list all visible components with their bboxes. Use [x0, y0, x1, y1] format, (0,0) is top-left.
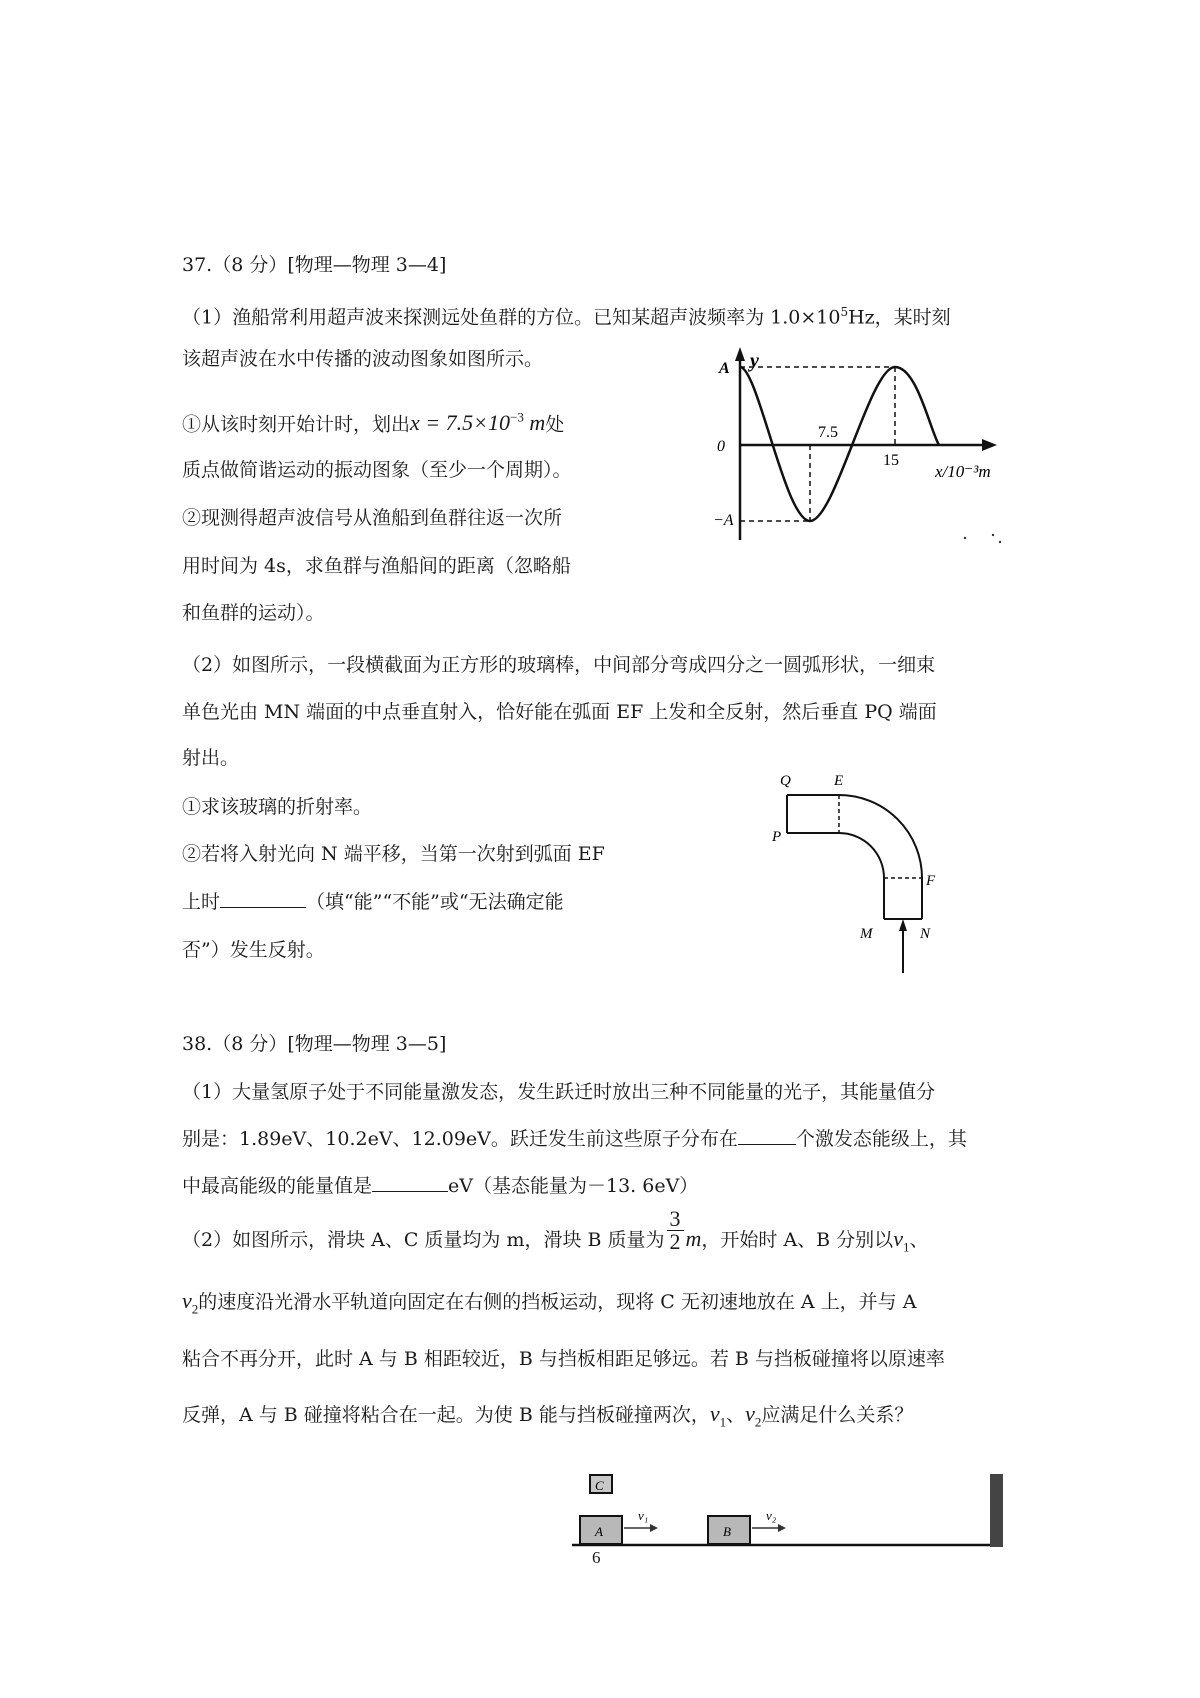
- velocity-v1-inline: [709, 1401, 727, 1430]
- q37-sub1-prefix: ①从该时刻开始计时，划出: [182, 413, 411, 436]
- q38-p2-line1: [182, 1205, 929, 1260]
- q37-sub2-line2: 用时间为 4s，求鱼群与渔船间的距离（忽略船: [182, 555, 571, 577]
- q38-p1-line2: [182, 1126, 967, 1152]
- q37-p2-sub2-line3: 否”）发生反射。: [182, 939, 325, 961]
- q38-p2-line2-text: 的速度沿光滑水平轨道向固定在右侧的挡板运动，现将 C 无初速地放在 A 上，并与 A: [198, 1291, 917, 1313]
- rod-label-N: N: [920, 926, 931, 942]
- arrow-v2-label: v₂: [766, 1508, 777, 1523]
- q37-sub2-line1: ②现测得超声波信号从渔船到鱼群往返一次所: [182, 507, 563, 529]
- q38-p2-line4-sep: 、: [726, 1404, 746, 1426]
- q38-p2-line2: [182, 1288, 916, 1322]
- q37-sub1-line1: [182, 405, 564, 437]
- fraction-denominator: 2: [669, 1228, 681, 1254]
- q38-p2-line1-prefix: （2）如图所示，滑块 A、C 质量均为 m，滑块 B 质量为: [182, 1229, 665, 1251]
- q37-sub1-line2: 质点做简谐运动的振动图象（至少一个周期）。: [182, 459, 572, 481]
- wave-tick-end: 15: [883, 452, 899, 469]
- q37-p1-end: Hz，某时刻: [848, 306, 951, 329]
- velocity-v1-inline-base: v: [709, 1401, 720, 1426]
- wave-graph: [695, 345, 1020, 545]
- q38-heading: 38.（8 分）[物理—物理 3—5]: [182, 1033, 447, 1055]
- blocks-figure: [570, 1470, 1015, 1550]
- velocity-v2-base: v: [182, 1288, 192, 1313]
- q37-p1-line2: 该超声波在水中传播的波动图象如图所示。: [182, 348, 544, 370]
- answer-blank-levels[interactable]: [738, 1126, 796, 1145]
- wave-x-label: x/10⁻³m: [935, 462, 991, 481]
- answer-blank-energy[interactable]: [372, 1173, 448, 1192]
- q37-p2-line2: 单色光由 MN 端面的中点垂直射入，恰好能在弧面 EF 上发和全反射，然后垂直 PQ 端面: [182, 701, 937, 723]
- arrow-v1-label: v₁: [638, 1508, 649, 1523]
- velocity-v2-inline: [745, 1401, 762, 1430]
- q38-p1-line3: [182, 1173, 698, 1199]
- q38-p1-line3-suffix: eV（基态能量为－13. 6eV）: [448, 1175, 699, 1197]
- velocity-v1-base: v: [893, 1226, 903, 1251]
- wave-y-arrow: [735, 347, 745, 361]
- rod-label-F: F: [926, 873, 936, 889]
- velocity-v1: [893, 1226, 910, 1255]
- q37-p2-sub2-suffix: （填“能”“不能”或“无法确定能: [306, 891, 564, 913]
- mass-symbol-m: m: [685, 1226, 702, 1251]
- q37-sub2-line3: 和鱼群的运动）。: [182, 602, 325, 624]
- fraction-three-halves: [667, 1205, 684, 1254]
- q37-sub1-suffix: 处: [545, 413, 565, 436]
- rod-inner-edge: [787, 833, 884, 919]
- arrow-v1-head: [650, 1524, 658, 1532]
- velocity-v2-inline-base: v: [745, 1401, 755, 1426]
- q38-p2-line3: 粘合不再分开，此时 A 与 B 相距较近，B 与挡板相距足够远。若 B 与挡板碰撞将以原速率: [182, 1348, 945, 1370]
- rod-label-Q: Q: [780, 773, 791, 789]
- rod-label-M: M: [860, 926, 873, 942]
- q37-p2-sub2-line1: ②若将入射光向 N 端平移，当第一次射到弧面 EF: [182, 843, 605, 865]
- incident-light-arrow: [899, 919, 907, 931]
- q37-p2-sub1: ①求该玻璃的折射率。: [182, 796, 373, 818]
- glass-rod-figure: [770, 768, 940, 978]
- wave-amp-neg-label: −A: [713, 512, 734, 529]
- rod-label-E: E: [834, 773, 844, 789]
- wave-amp-pos-label: A: [719, 360, 730, 377]
- q38-p1-line1: （1）大量氢原子处于不同能量激发态，发生跃迁时放出三种不同能量的光子，其能量值分: [182, 1081, 936, 1103]
- wave-origin-label: 0: [717, 438, 725, 455]
- velocity-v2: [182, 1288, 199, 1317]
- wave-tick-mid: 7.5: [818, 424, 838, 441]
- q38-p2-line1-mid: ，开始时 A、B 分别以: [701, 1229, 894, 1251]
- q38-p2-line4-suffix: 应满足什么关系？: [761, 1404, 914, 1426]
- wave-y-label: y: [750, 350, 759, 372]
- q37-sub1-math: [410, 410, 545, 435]
- q37-p1-sup: 5: [840, 305, 849, 319]
- q37-sub1-math-base: x = 7.5×10: [410, 410, 510, 436]
- q37-p2-line3: 射出。: [182, 747, 240, 769]
- q37-heading: 37.（8 分）[物理—物理 3—4]: [182, 254, 447, 276]
- q38-p1-line2-suffix: 个激发态能级上，其: [795, 1128, 967, 1150]
- q37-p1-line1: [182, 299, 951, 330]
- wave-x-arrow: [982, 439, 997, 451]
- q38-p2-line4: [182, 1401, 913, 1435]
- fraction-numerator: 3: [667, 1208, 684, 1231]
- q38-p1-line2-prefix: 别是：1.89eV、10.2eV、12.09eV。跃迁发生前这些原子分布在: [182, 1128, 738, 1150]
- q37-p2-line1: （2）如图所示，一段横截面为正方形的玻璃棒，中间部分弯成四分之一圆弧形状，一细束: [182, 654, 936, 676]
- q38-p2-line1-sep: 、: [909, 1229, 929, 1251]
- q37-p1-text: （1）渔船常利用超声波来探测远处鱼群的方位。已知某超声波频率为 1.0×10: [182, 306, 841, 329]
- arrow-v2-head: [778, 1524, 786, 1532]
- block-A-label: A: [595, 1524, 603, 1539]
- rod-label-P: P: [772, 829, 782, 845]
- q37-sub1-math-exp: −3: [509, 410, 524, 425]
- q38-p2-line4-prefix: 反弹，A 与 B 碰撞将粘合在一起。为使 B 能与挡板碰撞两次，: [182, 1404, 710, 1426]
- velocity-v2-inline-sub: 2: [754, 1414, 762, 1430]
- answer-blank-reflection[interactable]: [220, 889, 306, 908]
- block-B-label: B: [723, 1524, 731, 1539]
- velocity-v1-sub: 1: [902, 1239, 910, 1255]
- fixed-barrier-wall: [990, 1474, 1003, 1547]
- q37-p2-sub2-line2: [182, 889, 564, 915]
- velocity-v2-sub: 2: [191, 1301, 199, 1317]
- q37-sub1-math-unit: m: [529, 410, 546, 436]
- velocity-v1-inline-sub: 1: [719, 1414, 727, 1430]
- block-C-label: C: [595, 1478, 604, 1493]
- rod-outer-edge: [787, 795, 922, 919]
- page-number: 6: [592, 1548, 601, 1567]
- q37-p2-sub2-prefix: 上时: [182, 891, 221, 913]
- q38-p1-line3-prefix: 中最高能级的能量值是: [182, 1175, 373, 1197]
